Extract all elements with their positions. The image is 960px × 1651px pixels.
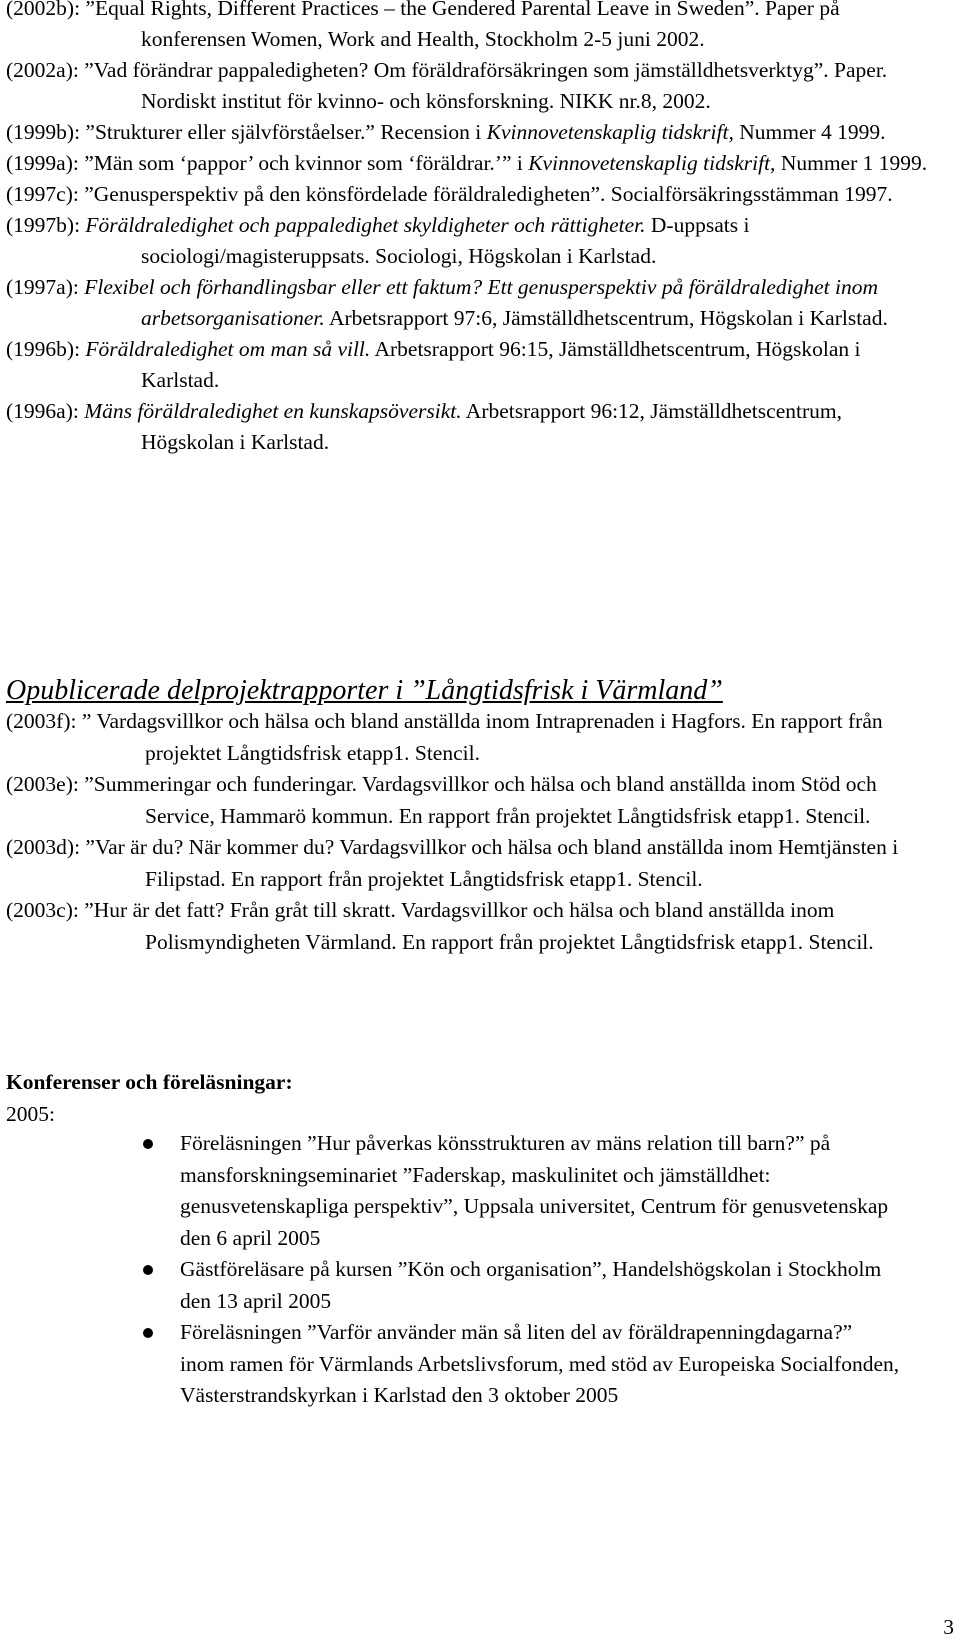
reference-title: Kvinnovetenskaplig tidskrift, [528,151,776,175]
reference-segment: (1999a): ”Män som ‘pappor’ och kvinnor som ‘föräldrar.’” i [6,151,529,175]
reference-text [6,334,936,396]
reference-text [6,0,936,55]
reference-segment: (2002b): ”Equal Rights, Different Practices – the Gendered Parental Leave in Sweden”. Paper på konferensen Women, Work and Health, Stockholm 2-5 juni 2002. [6,0,840,51]
conferences-year: 2005: [6,1102,55,1126]
reference-title: Mäns föräldraledighet en kunskapsöversikt. [84,399,462,423]
reference-segment: (2003e): ”Summeringar och funderingar. Vardagsvillkor och hälsa och bland anställda inom Stöd och Service, Hammarö kommun. En rapport från projektet Långtidsfrisk etapp1. Stencil. [6,772,877,828]
reference-segment: Arbetsrapport 96:15, Jämställdhetscentrum, Högskolan i Karlstad. [141,337,861,392]
reference-entry [6,334,936,396]
reference-text [6,706,936,769]
page-number: 3 [943,1615,954,1639]
reference-entry [6,0,936,55]
reference-entry [6,117,936,148]
reference-entry [6,895,936,958]
conference-item [0,1317,900,1412]
reference-segment: (1997c): ”Genusperspektiv på den könsfördelade föräldraledigheten”. Socialförsäkringsstämman 1997. [6,182,893,206]
reference-segment: Nummer 1 1999. [775,151,928,175]
reference-segment: (2003d): ”Var är du? När kommer du? Vardagsvillkor och hälsa och bland anställda inom Hemtjänsten i Filipstad. En rapport från projektet Långtidsfrisk etapp1. Stencil. [6,835,899,891]
reference-entry [6,55,936,117]
reference-segment: (2002a): ”Vad förändrar pappaledigheten? Om föräldraförsäkringen som jämställdhetsverktyg”. Paper. Nordiskt institut för kvinno- och könsforskning. NIKK nr.8, 2002. [6,58,888,113]
conference-item-text: Föreläsningen ”Hur påverkas könsstrukturen av mäns relation till barn?” på mansforskningseminariet ”Faderskap, maskulinitet och jämställdhet: genusvetenskapliga perspektiv”, Uppsala universitet, Centrum för genusvetenskap den 6 april 2005 [180,1131,889,1250]
conference-item-text: Föreläsningen ”Varför använder män så liten del av föräldrapenningdagarna?” inom ramen för Värmlands Arbetslivsforum, med stöd av Europeiska Socialfonden, Västerstrandskyrkan i Karlstad den 3 oktober 2005 [180,1320,900,1407]
bullet-icon [143,1139,153,1149]
reference-segment: Arbetsrapport 96:12, Jämställdhetscentrum, Högskolan i Karlstad. [141,399,842,454]
section-heading-unpublished: Opublicerade delprojektrapporter i ”Långtidsfrisk i Värmland” [6,675,723,706]
reference-entry [6,210,936,272]
reference-segment: (1997b): [6,213,86,237]
bullet-icon [143,1328,153,1338]
reference-entry [6,179,936,210]
reference-segment: Nummer 4 1999. [733,120,886,144]
reference-entry [6,769,936,832]
reference-segment: D-uppsats i sociologi/magisteruppsats. Sociologi, Högskolan i Karlstad. [141,213,750,268]
conference-list [0,1128,900,1412]
reference-text [6,210,936,272]
reference-text [6,272,936,334]
reference-text [6,895,936,958]
reference-entry [6,148,936,179]
conference-item-text: Gästföreläsare på kursen ”Kön och organisation”, Handelshögskolan i Stockholm den 13 april 2005 [180,1257,882,1313]
reference-text [6,769,936,832]
conference-item [0,1254,900,1317]
reference-segment: (2003f): ” Vardagsvillkor och hälsa och bland anställda inom Intraprenaden i Hagfors. En rapport från projektet Långtidsfrisk etapp1. Stencil. [6,709,883,765]
publication-list [6,0,936,458]
reference-segment: (1999b): ”Strukturer eller självförståelser.” Recension i [6,120,487,144]
reference-segment: (1996b): [6,337,86,361]
reference-segment: (1996a): [6,399,85,423]
reference-text [6,396,936,458]
reference-text [6,179,936,210]
reference-text [6,55,936,117]
reference-title: Flexibel och förhandlingsbar eller ett faktum? Ett genusperspektiv på föräldraledighet inom arbetsorganisationer. [84,275,879,330]
reference-entry [6,832,936,895]
reference-text [6,148,936,179]
reference-text [6,117,936,148]
reference-segment: (1997a): [6,275,85,299]
unpublished-report-list [6,706,936,958]
reference-title: Kvinnovetenskaplig tidskrift, [486,120,734,144]
reference-entry [6,706,936,769]
reference-segment: (2003c): ”Hur är det fatt? Från gråt till skratt. Vardagsvillkor och hälsa och bland anställda inom Polismyndigheten Värmland. En rapport från projektet Långtidsfrisk etapp1. Stencil. [6,898,874,954]
reference-entry [6,272,936,334]
reference-text [6,832,936,895]
bullet-icon [143,1265,153,1275]
conferences-heading: Konferenser och föreläsningar: [6,1070,293,1094]
reference-segment: Arbetsrapport 97:6, Jämställdhetscentrum, Högskolan i Karlstad. [324,306,888,330]
reference-entry [6,396,936,458]
conference-item [0,1128,900,1254]
reference-title: Föräldraledighet om man så vill. [85,337,371,361]
reference-title: Föräldraledighet och pappaledighet skyldigheter och rättigheter. [85,213,646,237]
